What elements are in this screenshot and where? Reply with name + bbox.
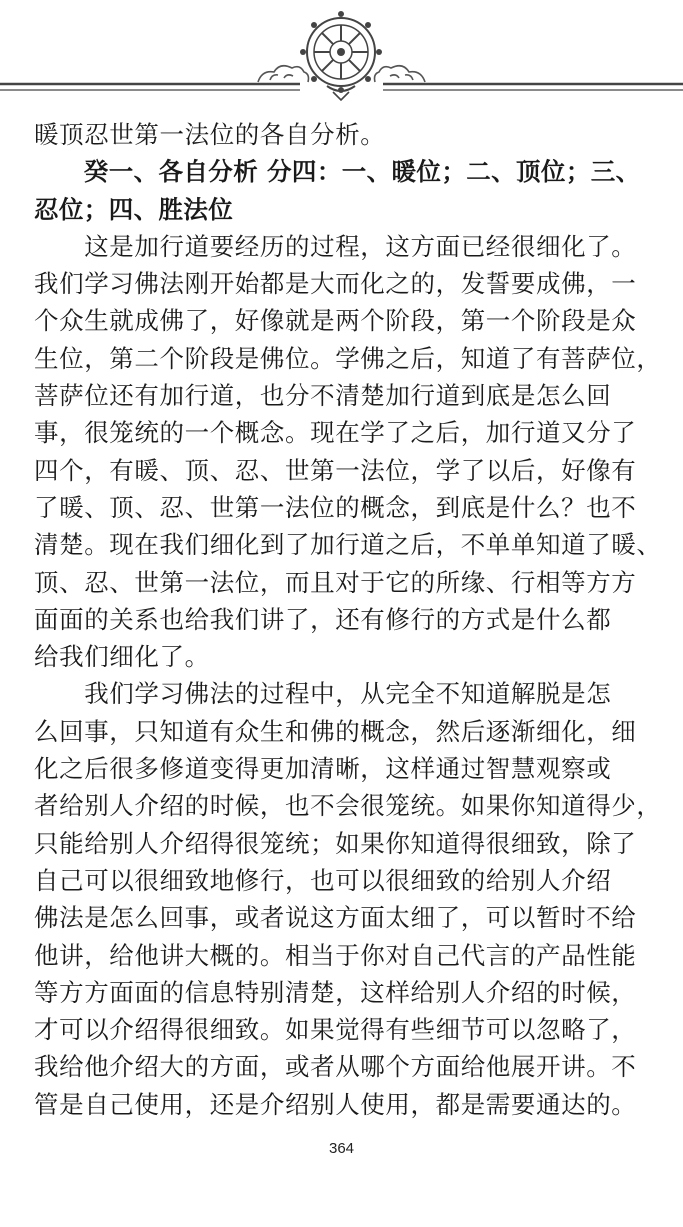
text-line: 给我们细化了。 [34, 642, 210, 672]
page-body [34, 116, 662, 1123]
text-line: 等方方面面的信息特别清楚，这样给别人介绍的时候， [34, 977, 637, 1007]
text-line: 这是加行道要经历的过程，这方面已经很细化了。 [34, 231, 637, 261]
text-line: 化之后很多修道变得更加清晰，这样通过智慧观察或 [34, 754, 612, 784]
text-line: 只能给别人介绍得很笼统；如果你知道得很细致，除了 [34, 828, 637, 858]
text-line: 事，很笼统的一个概念。现在学了之后，加行道又分了 [34, 418, 637, 448]
text-line: 四个，有暖、顶、忍、世第一法位，学了以后，好像有 [34, 455, 637, 485]
left-cloud-icon [258, 66, 309, 82]
text-line: 顶、忍、世第一法位，而且对于它的所缘、行相等方方 [34, 567, 637, 597]
page-number: 364 [328, 1140, 355, 1157]
text-line: 他讲，给他讲大概的。相当于你对自己代言的产品性能 [34, 940, 637, 970]
text-line: 了暖、顶、忍、世第一法位的概念，到底是什么？也不 [34, 492, 637, 522]
header-ornament [0, 0, 683, 110]
page-header [0, 0, 683, 110]
text-line: 才可以介绍得很细致。如果觉得有些细节可以忽略了， [34, 1015, 637, 1045]
text-line: 清楚。现在我们细化到了加行道之后，不单单知道了暖、 [34, 530, 662, 560]
text-line: 者给别人介绍的时候，也不会很笼统。如果你知道得少， [34, 791, 662, 821]
text-line: 我给他介绍大的方面，或者从哪个方面给他展开讲。不 [34, 1052, 637, 1082]
section-heading: 忍位；四、胜法位 [34, 194, 234, 224]
text-line: 我们学习佛法的过程中，从完全不知道解脱是怎 [34, 679, 612, 709]
section-heading: 癸一、各自分析 分四：一、暖位；二、顶位；三、 [34, 157, 641, 187]
text-line: 暖顶忍世第一法位的各自分析。 [34, 120, 386, 149]
text-line: 菩萨位还有加行道，也分不清楚加行道到底是怎么回 [34, 381, 612, 411]
text-line: 管是自己使用，还是介绍别人使用，都是需要通达的。 [34, 1089, 637, 1119]
text-line: 我们学习佛法刚开始都是大而化之的，发誓要成佛，一 [34, 269, 637, 299]
dharma-wheel-icon [300, 11, 382, 100]
text-line: 佛法是怎么回事，或者说这方面太细了，可以暂时不给 [34, 903, 637, 933]
right-cloud-icon [375, 66, 426, 82]
text-line: 自己可以很细致地修行，也可以很细致的给别人介绍 [34, 865, 612, 895]
text-line: 个众生就成佛了，好像就是两个阶段，第一个阶段是众 [34, 306, 637, 336]
text-line: 面面的关系也给我们讲了，还有修行的方式是什么都 [34, 604, 612, 634]
text-line: 么回事，只知道有众生和佛的概念，然后逐渐细化，细 [34, 716, 637, 746]
text-line: 生位，第二个阶段是佛位。学佛之后，知道了有菩萨位， [34, 343, 662, 373]
